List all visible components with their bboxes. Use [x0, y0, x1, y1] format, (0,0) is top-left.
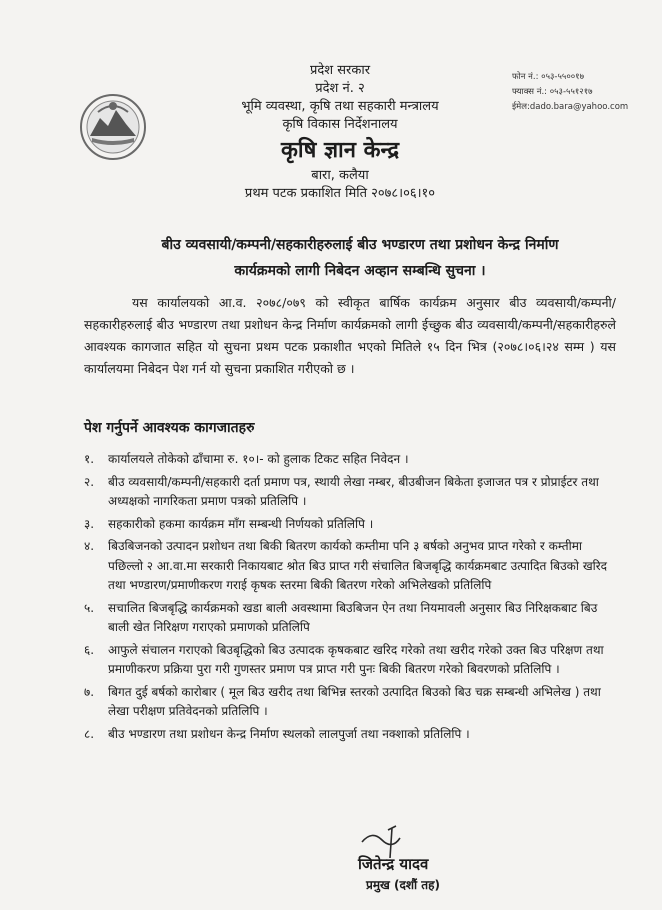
list-item-number: १.: [84, 452, 95, 466]
list-item: [84, 473, 618, 512]
list-item-text: बीउ व्यवसायी/कम्पनी/सहकारी दर्ता प्रमाण पत्र, स्थायी लेखा नम्बर, बीउबीजन बिकेता इजाजत पत्र र प्रोप्राईटर तथा अध्यक्षको नागरिकता प्रमाण पत्रको प्रतिलिपि ।: [108, 474, 599, 508]
email-address: ईमेल:dado.bara@yahoo.com: [512, 102, 629, 112]
fax-number: फ्याक्स नं.: ०५३-५५१२१७: [512, 87, 593, 97]
signatory-name: जितेन्द्र यादव: [358, 855, 429, 873]
list-item-number: ७.: [84, 684, 95, 699]
notice-subject: [90, 232, 630, 284]
list-item-number: ६.: [84, 642, 95, 657]
list-item-text: कार्यालयले तोकेको ढाँचामा रु. १०।- को हुलाक टिकट सहित निवेदन ।: [108, 452, 409, 466]
list-item-text: आफुले संचालन गराएको बिउबृद्धिको बिउ उत्पादक कृषकबाट खरिद गरेको तथा खरीद गरेको उक्त बिउ परिक्षण तथा प्रमाणीकरण प्रक्रिया पुरा गरी गुणस्तर प्रमाण पत्र प्राप्त गरी पुनः बिकी बितरण गरेको बिवरणको प्रतिलिपि ।: [108, 642, 604, 676]
subject-line-1: बीउ व्यवसायी/कम्पनी/सहकारीहरुलाई बीउ भण्डारण तथा प्रशोधन केन्द्र निर्माण: [161, 237, 559, 253]
list-item: [84, 515, 618, 535]
letterhead-government: प्रदेश सरकार: [309, 63, 371, 78]
subject-line-2: कार्यक्रमको लागी निबेदन अव्हान सम्बन्धि सुचना ।: [234, 263, 486, 279]
list-item-text: बीउ भण्डारण तथा प्रशोधन केन्द्र निर्माण स्थलको लालपुर्जा तथा नक्शाको प्रतिलिपि ।: [108, 726, 470, 741]
list-item: [84, 641, 618, 680]
list-item: [84, 599, 618, 638]
list-item: [84, 725, 618, 745]
letterhead-ministry: भूमि व्यवस्था, कृषि तथा सहकारी मन्त्रालय: [241, 99, 439, 114]
list-item-number: ४.: [84, 539, 95, 553]
list-item-number: २.: [84, 474, 95, 489]
list-item-number: ८.: [84, 726, 95, 741]
requirements-heading: पेश गर्नुपर्ने आवश्यक कागजातहरु: [84, 420, 255, 436]
list-item: [84, 537, 618, 596]
list-item-text: सचालित बिजबृद्धि कार्यक्रमको खडा बाली अवस्थामा बिउबिजन ऐन तथा नियमावली अनुसार बिउ निरिक्षकबाट बिउ बाली खेत निरिक्षण गराएको प्रमाणको प्रतिलिपि: [108, 600, 598, 634]
signatory-title: प्रमुख (दशौं तह): [366, 878, 440, 892]
letterhead-directorate: कृषि विकास निर्देशनालय: [282, 117, 398, 132]
list-item-number: ३.: [84, 516, 95, 531]
list-item-text: सहकारीको हकमा कार्यक्रम माँग सम्बन्धी निर्णयको प्रतिलिपि ।: [108, 516, 374, 531]
list-item: [84, 683, 618, 722]
list-item: [84, 450, 618, 470]
letterhead: [190, 62, 490, 203]
contact-info: [512, 70, 628, 115]
requirements-list: [84, 450, 618, 747]
notice-body: यस कार्यालयको आ.व. २०७८/०७९ को स्वीकृत बार्षिक कार्यक्रम अनुसार बीउ व्यवसायी/कम्पनी/सहकारीहरुलाई बीउ भण्डारण तथा प्रशोधन केन्द्र निर्माण कार्यक्रमको लागी ईच्छुक बीउ व्यवसायी/कम्पनी/सहकारीहरुले आवश्यक कागजात सहित यो सुचना प्रथम पटक प्रकाशीत भएको मितिले १५ दिन भित्र (२०७८।०६।२४ सम्म ) यस कार्यालयमा निबेदन पेश गर्न यो सुचना प्रकाशित गरीएको छ ।: [84, 295, 616, 376]
letterhead-province: प्रदेश नं. २: [315, 81, 365, 96]
list-item-number: ५.: [84, 600, 95, 615]
list-item-text: बिउबिजनको उत्पादन प्रशोधन तथा बिकी बितरण कार्यको कम्तीमा पनि ३ बर्षको अनुभव प्राप्त गरेको र कम्तीमा पछिल्लो २ आ.वा.मा सरकारी निकायबाट श्रोत बिउ प्राप्त गरी संचालित बिजबृद्धि कार्यक्रमबाट उत्पादित बिउको खरिद तथा भण्डारण/प्रमाणीकरण गराई कृषक स्तरमा बिकी बितरण गरेको अभिलेखको प्रतिलिपि: [108, 539, 608, 592]
office-location: बारा, कलैया: [311, 168, 369, 183]
phone-number: फोन नं.: ०५३-५५००१७: [512, 72, 585, 82]
office-title: कृषि ज्ञान केन्द्र: [280, 138, 399, 163]
publication-date: प्रथम पटक प्रकाशित मिति २०७८।०६।१०: [244, 186, 436, 201]
list-item-text: बिगत दुई बर्षको कारोबार ( मूल बिउ खरीद तथा बिभिन्न स्तरको उत्पादित बिउको बिउ चक्र सम्बन्धी अभिलेख ) तथा लेखा परीक्षण प्रतिवेदनको प्रतिलिपि ।: [108, 684, 601, 718]
government-emblem-icon: [78, 92, 148, 162]
